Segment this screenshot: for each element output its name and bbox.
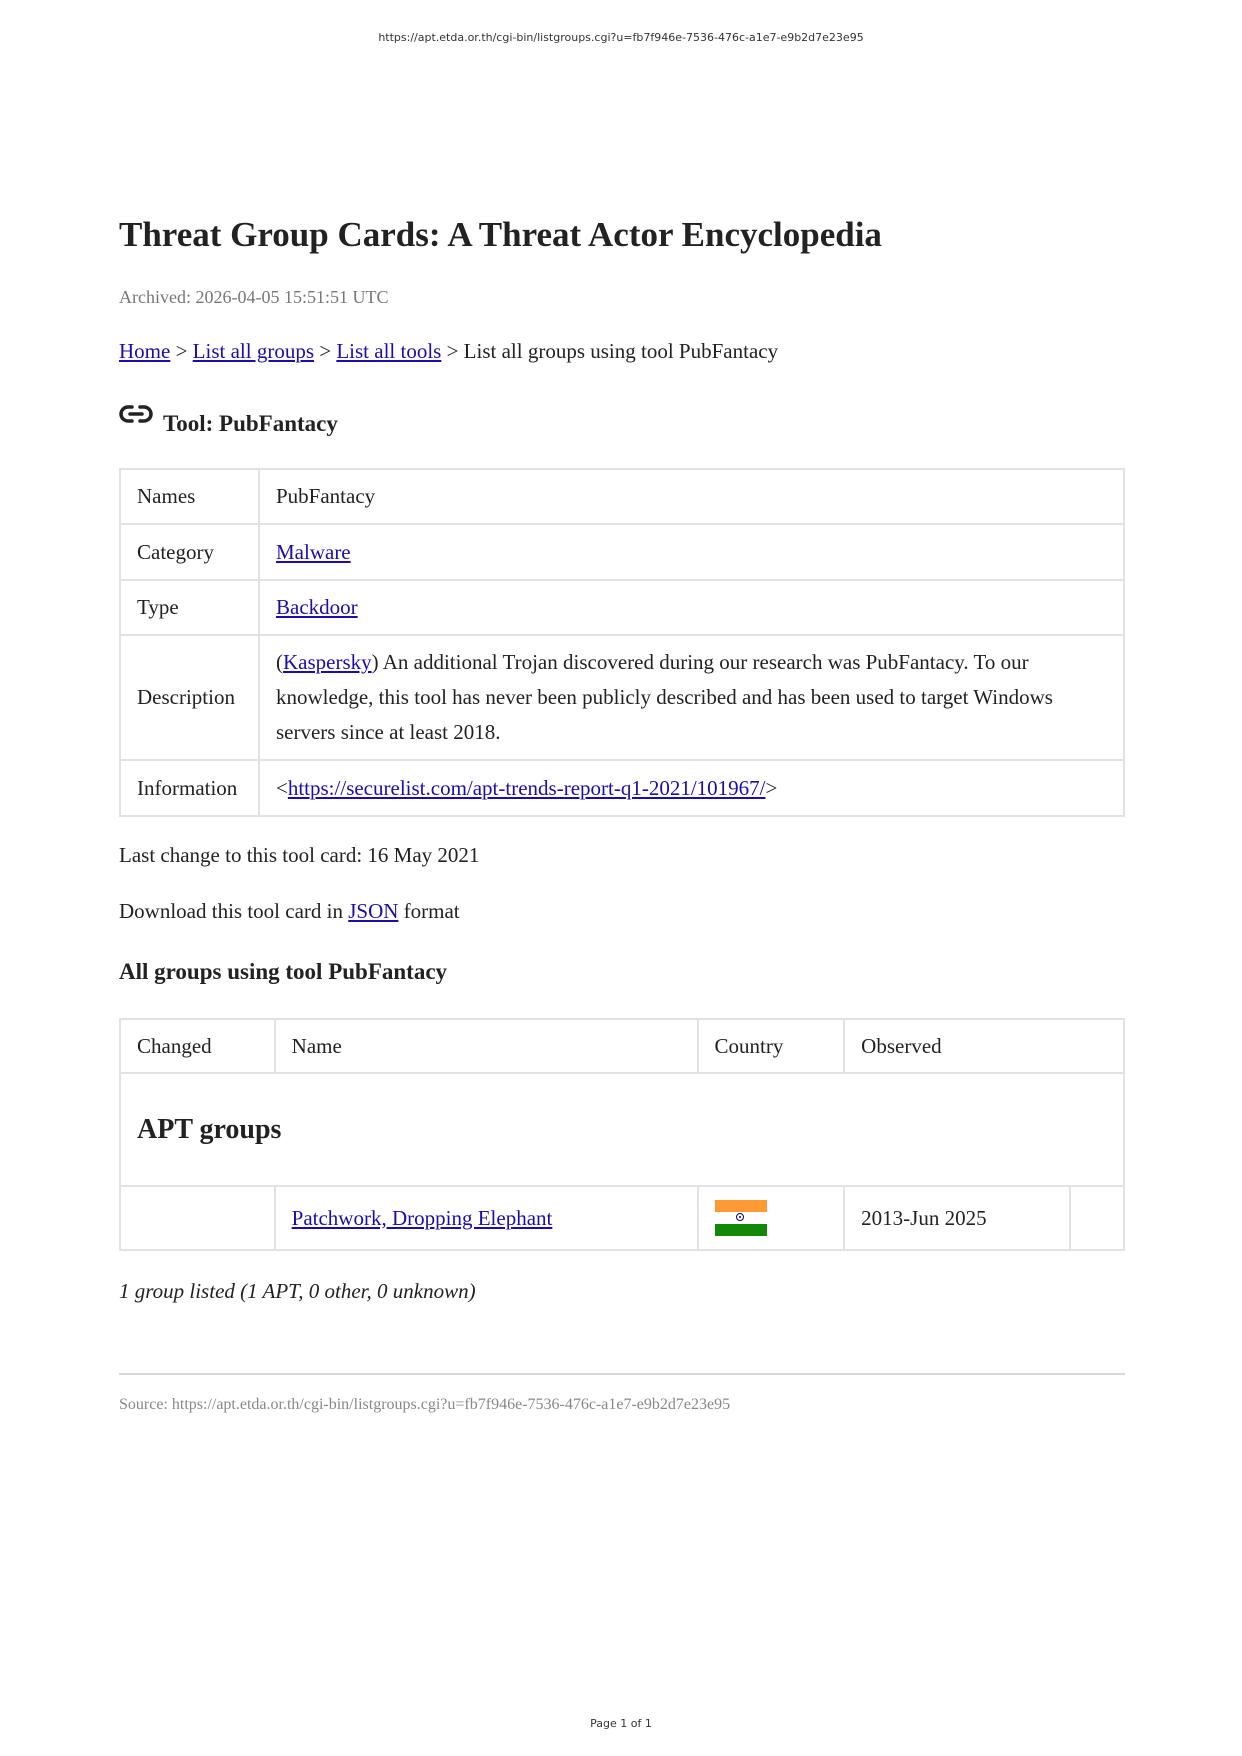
- row-observed: 2013-Jun 2025: [844, 1186, 1070, 1250]
- breadcrumb-home-link[interactable]: Home: [119, 339, 171, 363]
- category-label: Category: [120, 524, 259, 580]
- header-name: Name: [275, 1019, 698, 1073]
- information-bracket: <: [276, 775, 288, 800]
- breadcrumb-separator: >: [314, 339, 337, 363]
- link-icon: [119, 403, 155, 427]
- description-row: [120, 635, 1124, 760]
- breadcrumb-current: > List all groups using tool PubFantacy: [441, 339, 779, 363]
- information-bracket: >: [765, 775, 778, 800]
- header-observed: Observed: [844, 1019, 1124, 1073]
- information-row: [120, 760, 1124, 816]
- tool-heading-text: Tool: PubFantacy: [163, 411, 338, 436]
- apt-groups-section-row: [120, 1073, 1124, 1186]
- category-cell: [259, 524, 1124, 580]
- groups-summary: 1 group listed (1 APT, 0 other, 0 unknown): [119, 1279, 476, 1303]
- print-header-url: https://apt.etda.or.th/cgi-bin/listgroups.cgi?u=fb7f946e-7536-476c-a1e7-e9b2d7e23e95: [378, 31, 864, 44]
- description-text: ) An additional Trojan discovered during our research was PubFantacy. To our knowledge, this tool has never been publicly described and has been used to target Windows servers since at least 2018.: [276, 650, 1053, 744]
- breadcrumb-separator: >: [170, 339, 193, 363]
- type-link[interactable]: Backdoor: [276, 595, 358, 619]
- information-label: Information: [120, 760, 259, 816]
- groups-heading: All groups using tool PubFantacy: [119, 959, 448, 984]
- type-label: Type: [120, 580, 259, 635]
- information-cell: [259, 760, 1124, 816]
- header-changed: Changed: [120, 1019, 275, 1073]
- category-link[interactable]: Malware: [276, 539, 351, 564]
- india-flag-icon: [715, 1200, 767, 1236]
- tool-card-table: [119, 468, 1125, 817]
- download-suffix: format: [398, 899, 460, 923]
- information-link[interactable]: https://securelist.com/apt-trends-report-q1-2021/101967/: [287, 775, 766, 800]
- type-row: [120, 580, 1124, 635]
- archived-timestamp: Archived: 2026-04-05 15:51:51 UTC: [119, 287, 389, 307]
- tool-heading: [119, 403, 338, 437]
- description-cell: [259, 635, 1124, 760]
- json-download-link[interactable]: JSON: [348, 899, 399, 923]
- names-row: [120, 469, 1124, 524]
- page-title: Threat Group Cards: A Threat Actor Encyclopedia: [119, 215, 882, 254]
- row-extra-cell: [1070, 1186, 1124, 1250]
- type-cell: [259, 580, 1124, 635]
- apt-groups-section-label: APT groups: [120, 1073, 1124, 1186]
- category-row: [120, 524, 1124, 580]
- breadcrumb-tools-link[interactable]: List all tools: [336, 339, 442, 363]
- row-name-cell: [275, 1186, 698, 1250]
- row-changed: [120, 1186, 275, 1250]
- description-source-link[interactable]: Kaspersky: [283, 650, 372, 674]
- row-country-cell: [698, 1186, 845, 1250]
- names-value: PubFantacy: [259, 469, 1124, 524]
- groups-table: [119, 1018, 1125, 1251]
- breadcrumb: [119, 339, 778, 364]
- divider: [119, 1373, 1125, 1375]
- download-line: [119, 899, 460, 924]
- last-change: Last change to this tool card: 16 May 2021: [119, 843, 480, 867]
- table-row: [120, 1186, 1124, 1250]
- groups-table-header: [120, 1019, 1124, 1073]
- header-country: Country: [698, 1019, 845, 1073]
- source-line: Source: https://apt.etda.or.th/cgi-bin/listgroups.cgi?u=fb7f946e-7536-476c-a1e7-e9b2d7e23e95: [119, 1396, 731, 1413]
- description-paren: (: [276, 650, 283, 674]
- description-label: Description: [120, 635, 259, 760]
- page-number: Page 1 of 1: [590, 1717, 652, 1730]
- names-label: Names: [120, 469, 259, 524]
- group-name-link[interactable]: Patchwork, Dropping Elephant: [291, 1205, 553, 1230]
- breadcrumb-groups-link[interactable]: List all groups: [192, 339, 314, 363]
- download-prefix: Download this tool card in: [119, 899, 349, 923]
